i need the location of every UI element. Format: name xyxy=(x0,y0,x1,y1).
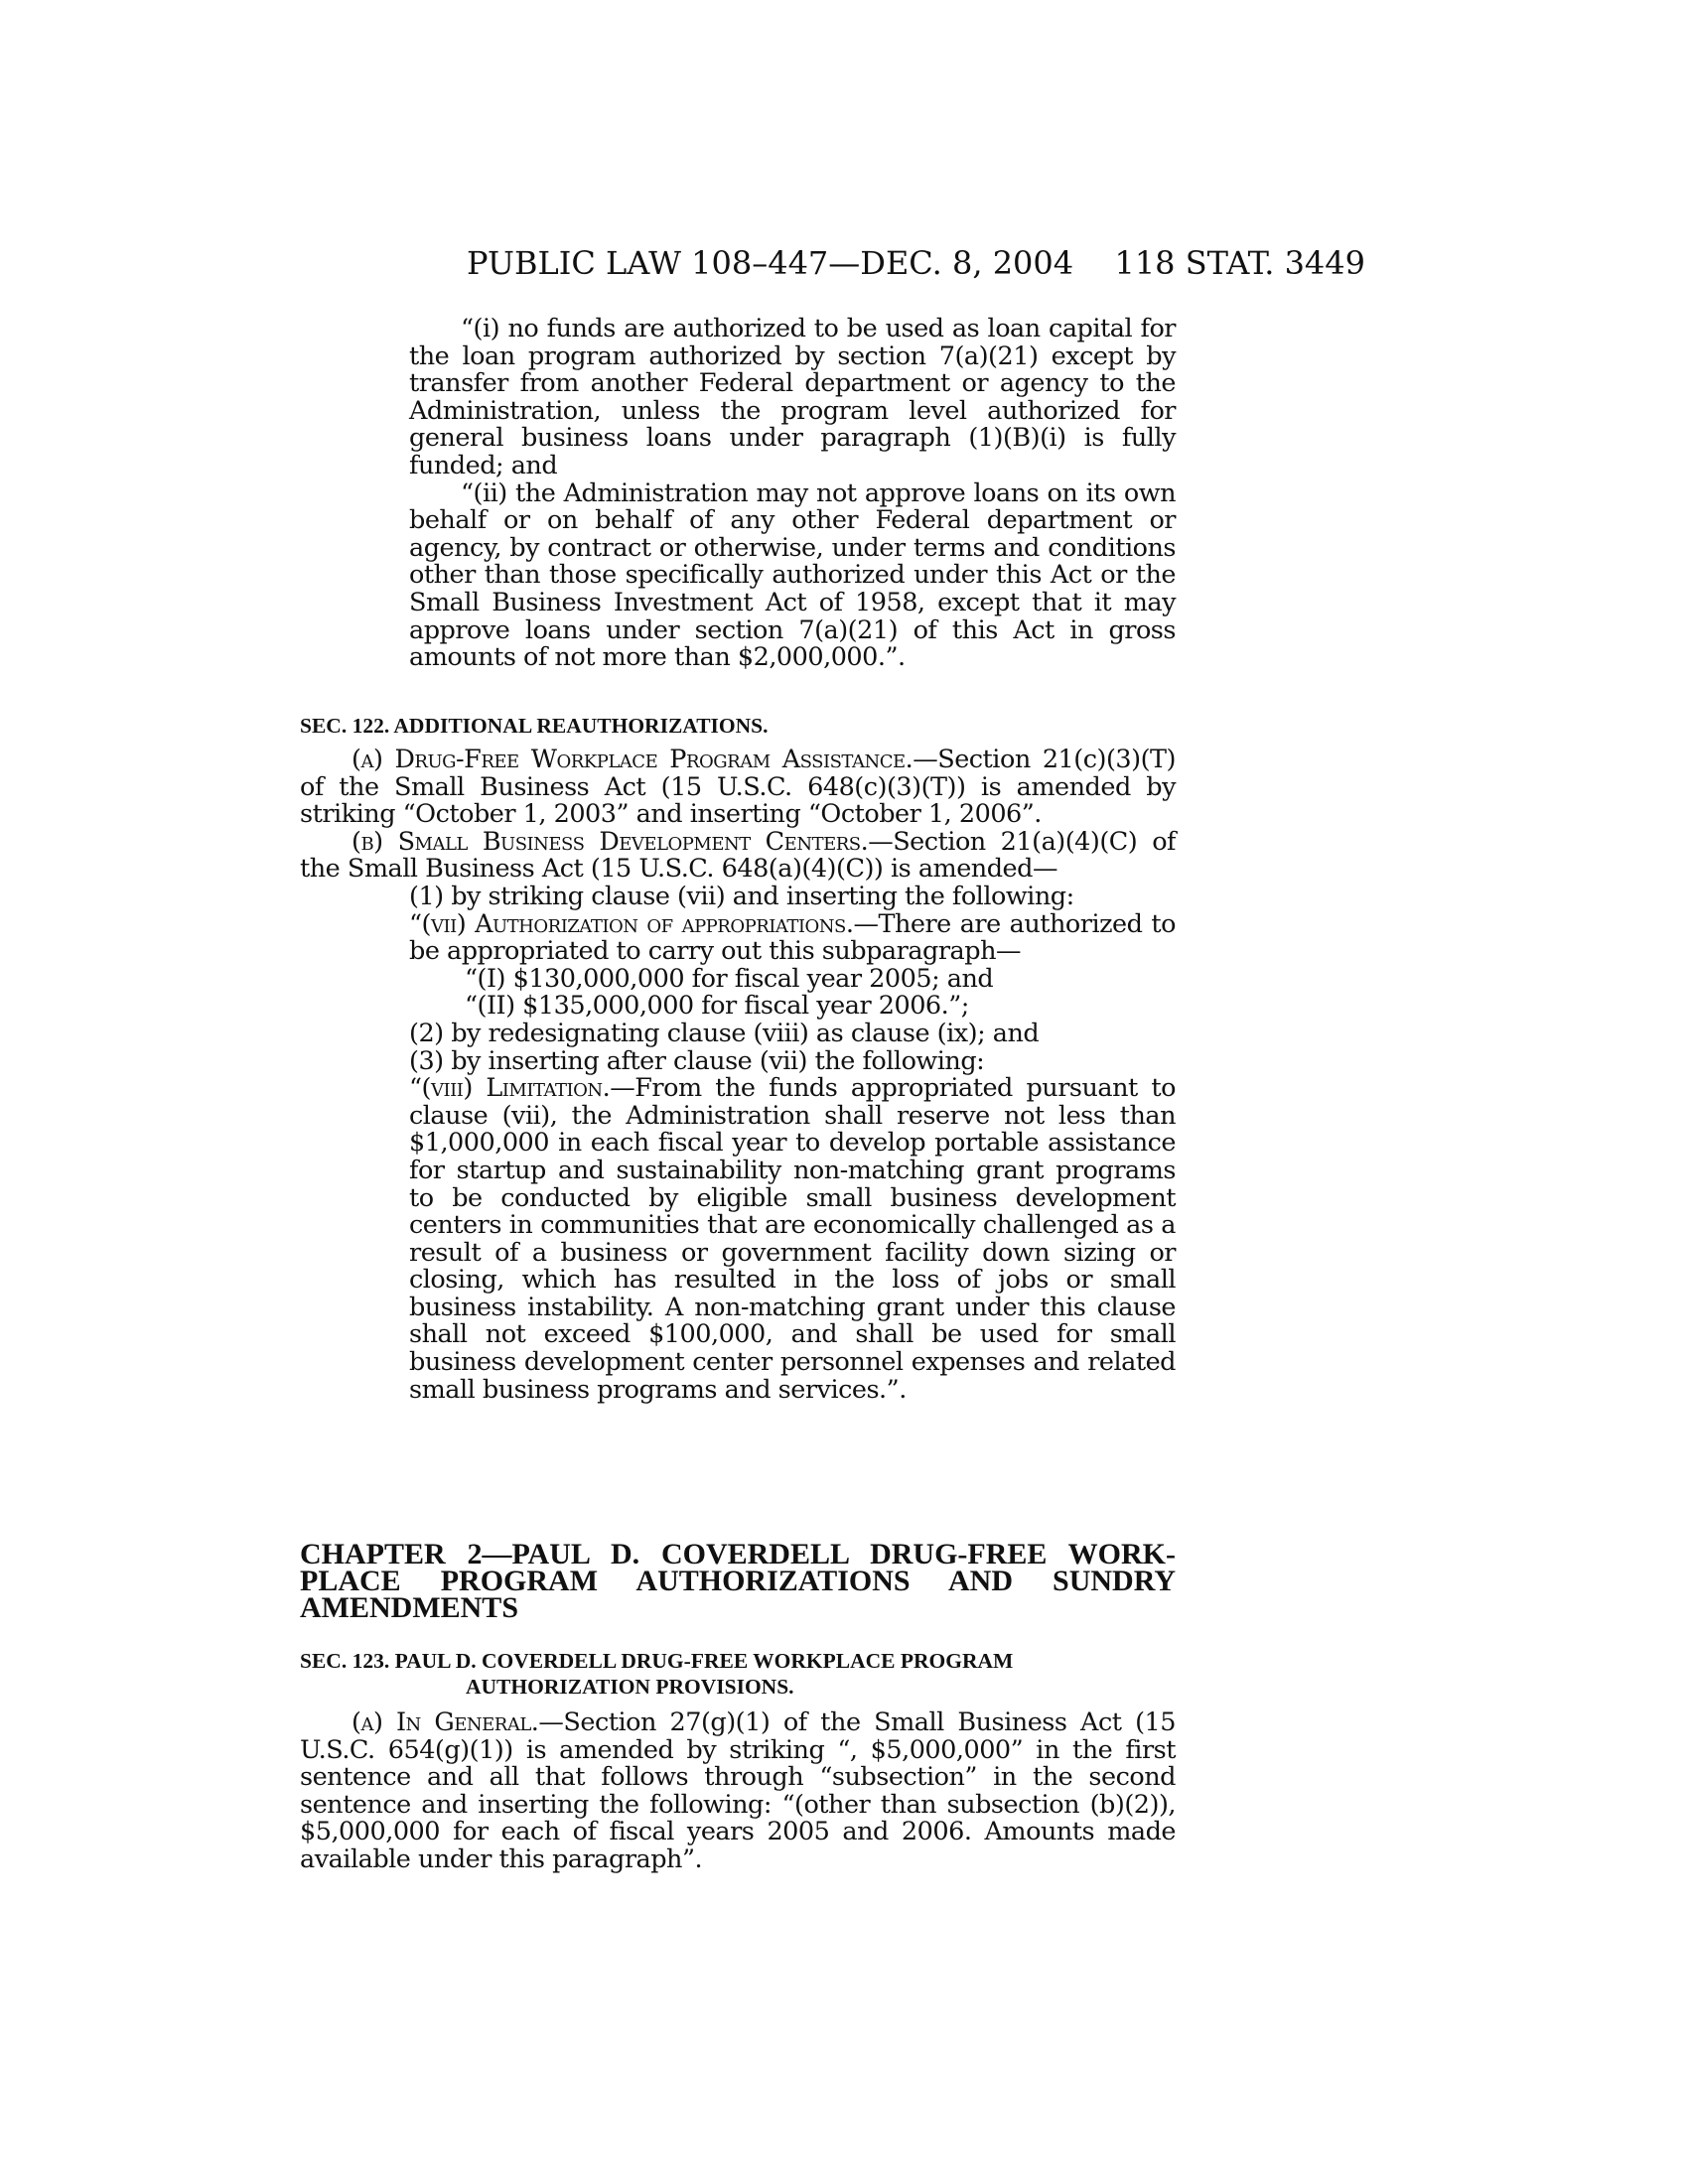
clause-ii: “(ii) the Administration may not approve loans on its own behalf or on behalf of any other Federal department or agency, by contract or otherwise, under terms and conditions other than those specifically authorized under this Act or the Small Business Investment Act of 1958, except that it may approve loans under section 7(a)(21) of this Act in gross amounts of not more than $2,000,000.”. xyxy=(409,478,1176,673)
clause-vii-text: There are authorized to be appropriated to carry out this subparagraph— xyxy=(409,908,1176,967)
section-123-a-text: Section 27(g)(1) of the Small Business Act (15 U.S.C. 654(g)(1)) is amended by striking “, $5,000,000” in the first sentence and all that follows through “subsection” in the second sentence and inserting the following: “(other than subsection (b)(2)), $5,000,000 for each of fiscal years 2005 and 2006. Amounts made available under this paragraph”. xyxy=(300,1707,1176,1874)
clause-vii xyxy=(409,908,1176,967)
clause-viii-label: “(viii) Limitation.— xyxy=(409,1073,635,1104)
item-3: (3) by inserting after clause (vii) the following: xyxy=(409,1045,985,1076)
clause-viii-text: From the funds appropriated pursuant to clause (vii), the Administration shall reserve not less than $1,000,000 in each fiscal year to develop portable assistance for startup and sustainability non-matching grant programs to be conducted by eligible small business development centers in communities that are economically challenged as a result of a business or government facility down sizing or closing, which has resulted in the loss of jobs or small business instability. A non-matching grant under this clause shall not exceed $100,000, and shall be used for small business development center personnel expenses and related small business programs and services.”. xyxy=(409,1073,1176,1405)
section-123-heading-line1: SEC. 123. PAUL D. COVERDELL DRUG-FREE WORKPLACE PROGRAM xyxy=(300,1649,1014,1673)
subsection-a-label: (a) Drug-Free Workplace Program Assistance.— xyxy=(352,745,938,774)
item-2: (2) by redesignating clause (viii) as clause (ix); and xyxy=(409,1018,1040,1048)
clause-vii-label: “(vii) Authorization of appropriations.— xyxy=(409,908,879,939)
running-header-title: PUBLIC LAW 108–447—DEC. 8, 2004 xyxy=(467,244,1074,282)
section-122-body xyxy=(300,747,1176,1404)
section-123-a-label: (a) In General.— xyxy=(352,1707,564,1737)
clause-i: “(i) no funds are authorized to be used as loan capital for the loan program authorized by section 7(a)(21) except by transfer from another Federal department or agency to the Administration, unless the program level authorized for general business loans under paragraph (1)(B)(i) is fully funded; and xyxy=(409,314,1176,480)
subclause-I: “(I) $130,000,000 for fiscal year 2005; and xyxy=(465,963,994,994)
clause-viii xyxy=(409,1075,1176,1404)
section-123-heading xyxy=(300,1648,1176,1700)
subsection-a xyxy=(300,747,1176,829)
subsection-a-text: Section 21(c)(3)(T) of the Small Business Act (15 U.S.C. 648(c)(3)(T)) is amended by striking “October 1, 2003” and inserting “October 1, 2006”. xyxy=(300,745,1176,830)
subsection-b xyxy=(300,826,1176,885)
section-122-heading: SEC. 122. ADDITIONAL REAUTHORIZATIONS. xyxy=(300,714,769,738)
subclause-II: “(II) $135,000,000 for fiscal year 2006.”; xyxy=(465,991,969,1022)
item-1: (1) by striking clause (vii) and inserting the following: xyxy=(409,881,1074,911)
running-header-page: 118 STAT. 3449 xyxy=(1114,244,1365,282)
subsection-b-label: (b) Small Business Development Centers.— xyxy=(352,826,894,857)
section-123-subsection-a xyxy=(300,1709,1176,1874)
continued-text xyxy=(300,316,1176,672)
chapter-2-heading: CHAPTER 2—PAUL D. COVERDELL DRUG-FREE WORK-PLACE PROGRAM AUTHORIZATIONS AND SUNDRY AMENDMENTS xyxy=(300,1538,1176,1624)
subsection-b-text: Section 21(a)(4)(C) of the Small Business Act (15 U.S.C. 648(a)(4)(C)) is amended— xyxy=(300,826,1176,885)
section-123-heading-line2: AUTHORIZATION PROVISIONS. xyxy=(466,1675,794,1699)
section-123-body xyxy=(300,1709,1176,1874)
